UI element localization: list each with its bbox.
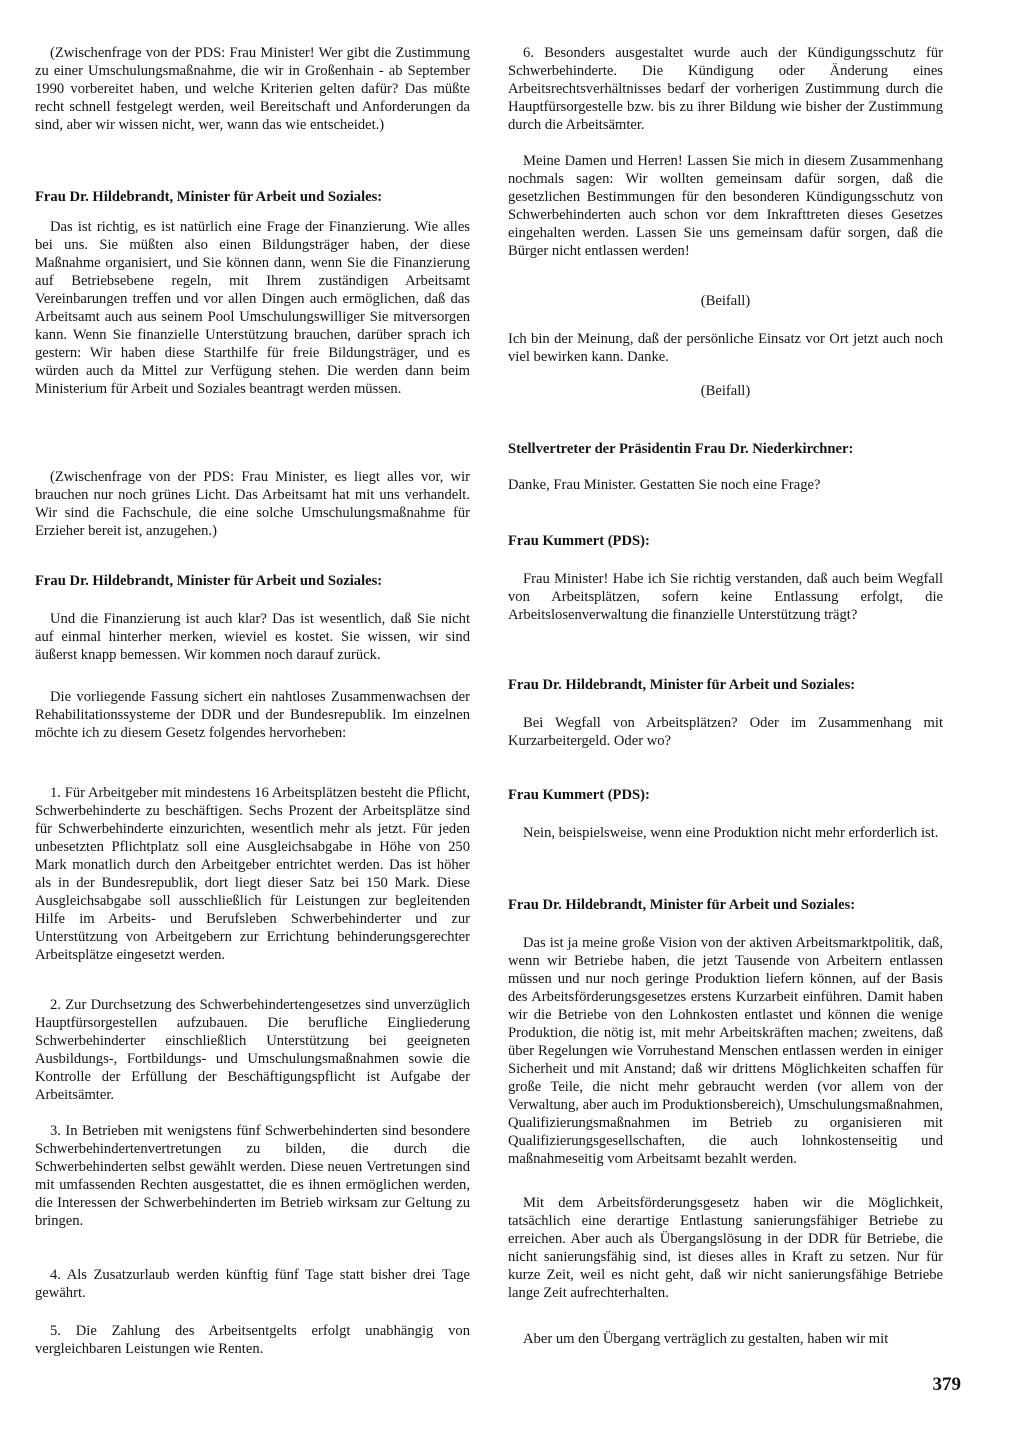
paragraph: Mit dem Arbeitsförderungsgesetz haben wir die Möglichkeit, tatsächlich eine derartige Entlastung sanierungsfähiger Betriebe zu erreichen. Aber auch als Übergangslösung in der DDR für Betriebe, die nicht sanierungsfähig sind, ist dieses alles in Kraft zu setzen. Nur für kurze Zeit, weil es nicht geht, daß wir nicht sanierungsfähige Betriebe lange Zeit aufrechterhalten. xyxy=(508,1195,943,1301)
paragraph: Meine Damen und Herren! Lassen Sie mich in diesem Zusammenhang nochmals sagen: Wir wollten gemeinsam dafür sorgen, daß die gesetzlichen Bestimmungen für den besonderen Kündigungsschutz von Schwerbehinderten auch schon vor dem Inkrafttreten dieses Gesetzes eingehalten werden. Lassen Sie uns gemeinsam dafür sorgen, daß die Bürger nicht entlassen werden! xyxy=(508,153,943,259)
speaker-heading: Frau Dr. Hildebrandt, Minister für Arbeit und Soziales: xyxy=(508,677,856,693)
paragraph: Die vorliegende Fassung sichert ein nahtloses Zusammenwachsen der Rehabilitationssysteme der DDR und der Bundesrepublik. Im einzelnen möchte ich zu diesem Gesetz folgendes hervorheben: xyxy=(35,689,470,741)
paragraph: Danke, Frau Minister. Gestatten Sie noch eine Frage? xyxy=(508,477,821,493)
paragraph: Und die Finanzierung ist auch klar? Das ist wesentlich, daß Sie nicht auf einmal hinterher merken, wieviel es kostet. Sie wissen, wir sind äußerst knapp bemessen. Wir kommen noch darauf zurück. xyxy=(35,611,470,663)
paragraph: Frau Minister! Habe ich Sie richtig verstanden, daß auch beim Wegfall von Arbeitsplätzen, sofern keine Entlassung erfolgt, die Arbeitslosenverwaltung die finanzielle Unterstützung trägt? xyxy=(508,571,943,623)
applause-note: (Beifall) xyxy=(700,293,751,309)
applause-note: (Beifall) xyxy=(700,383,751,399)
paragraph: (Zwischenfrage von der PDS: Frau Minister! Wer gibt die Zustimmung zu einer Umschulungsmaßnahme, die wir in Großenhain - ab September 1990 vorbereitet haben, und welche Kriterien gelten dafür? Das müßte recht schnell festgelegt werden, weil Bereitschaft und Anforderungen da sind, aber wir wissen nicht, wer, wann das wie entscheidet.) xyxy=(35,45,470,133)
speaker-heading: Frau Dr. Hildebrandt, Minister für Arbeit und Soziales: xyxy=(35,189,383,205)
paragraph: (Zwischenfrage von der PDS: Frau Minister, es liegt alles vor, wir brauchen nur noch grünes Licht. Das Arbeitsamt hat mit uns verhandelt. Wir sind die Fachschule, die eine solche Umschulungsmaßnahme für Erzieher bereit ist, anzugehen.) xyxy=(35,469,470,539)
page-number: 379 xyxy=(932,1374,961,1395)
paragraph: Aber um den Übergang verträglich zu gestalten, haben wir mit xyxy=(523,1331,889,1347)
paragraph: 2. Zur Durchsetzung des Schwerbehindertengesetzes sind unverzüglich Hauptfürsorgestellen aufzubauen. Die berufliche Eingliederung Schwerbehinderter einschließlich Unterstützung bei geeigneten Ausbildungs-, Fortbildungs- und Umschulungsmaßnahmen sowie die Kontrolle der Erfüllung der Beschäftigungspflicht ist Aufgabe der Arbeitsämter. xyxy=(35,997,470,1103)
speaker-heading: Frau Dr. Hildebrandt, Minister für Arbeit und Soziales: xyxy=(35,573,383,589)
paragraph: Das ist richtig, es ist natürlich eine Frage der Finanzierung. Wie alles bei uns. Sie müßten also einen Bildungsträger haben, der diese Maßnahme organisiert, und Sie können dann, wenn Sie die Finanzierung auf Betriebsebene regeln, mit Ihrem zuständigen Arbeitsamt Vereinbarungen treffen und vor allen Dingen auch ermöglichen, daß das Arbeitsamt auch aus seinem Pool Umschulungswilliger Sie mitversorgen kann. Wenn Sie finanzielle Unterstützung brauchen, darüber sprach ich gestern: Wir haben diese Starthilfe für freie Bildungsträger, und es würden auch da Mittel zur Verfügung stehen. Die werden dann beim Ministerium für Arbeit und Soziales beantragt werden müssen. xyxy=(35,219,470,397)
paragraph: Nein, beispielsweise, wenn eine Produktion nicht mehr erforderlich ist. xyxy=(523,825,939,841)
paragraph: Ich bin der Meinung, daß der persönliche Einsatz vor Ort jetzt auch noch viel bewirken kann. Danke. xyxy=(508,331,943,365)
paragraph: Das ist ja meine große Vision von der aktiven Arbeitsmarktpolitik, daß, wenn wir Betriebe haben, die jetzt Tausende von Arbeitern entlassen müssen und nur noch geringe Produktion liefern können, auf der Basis des Arbeitsförderungsgesetzes erstens Kurzarbeit einführen. Damit haben wir die Betriebe von den Lohnkosten entlastet und können die wenige Produktion, die nötig ist, mit mehr Arbeitskräften machen; zweitens, daß über Regelungen wie Vorruhestand Menschen entlassen werden in einiger Sicherheit und mit Anstand; daß wir drittens Möglichkeiten schaffen für große Teile, die nicht mehr gebraucht werden (vor allem von der Verwaltung, aber auch im Produktionsbereich), Umschulungsmaßnahmen, Qualifizierungsmaßnahmen im Betrieb zu organisieren mit Qualifizierungsgesellschaften, die auch lohnkostenseitig und maßnahmeseitig vom Arbeitsamt bezahlt werden. xyxy=(508,935,943,1167)
speaker-heading: Frau Kummert (PDS): xyxy=(508,533,650,549)
paragraph: 4. Als Zusatzurlaub werden künftig fünf Tage statt bisher drei Tage gewährt. xyxy=(35,1267,470,1301)
speaker-heading: Frau Dr. Hildebrandt, Minister für Arbeit und Soziales: xyxy=(508,897,856,913)
paragraph: Bei Wegfall von Arbeitsplätzen? Oder im Zusammenhang mit Kurzarbeitergeld. Oder wo? xyxy=(508,715,943,749)
speaker-heading: Frau Kummert (PDS): xyxy=(508,787,650,803)
paragraph: 3. In Betrieben mit wenigstens fünf Schwerbehinderten sind besondere Schwerbehindertenvertretungen zu bilden, die durch die Schwerbehinderten selbst gewählt werden. Diese neuen Vertretungen sind mit umfassenden Rechten ausgestattet, die es ihnen ermöglichen werden, die Interessen der Schwerbehinderten im Betrieb wirksam zur Geltung zu bringen. xyxy=(35,1123,470,1229)
paragraph: 5. Die Zahlung des Arbeitsentgelts erfolgt unabhängig von vergleichbaren Leistungen wie Renten. xyxy=(35,1323,470,1357)
paragraph: 1. Für Arbeitgeber mit mindestens 16 Arbeitsplätzen besteht die Pflicht, Schwerbehinderte zu beschäftigen. Sechs Prozent der Arbeitsplätze sind für Schwerbehinderte einzurichten, wesentlich mehr als jetzt. Für jeden unbesetzten Pflichtplatz soll eine Ausgleichsabgabe in Höhe von 250 Mark monatlich durch den Arbeitgeber entrichtet werden. Das ist höher als in der Bundesrepublik, dort liegt dieser Satz bei 150 Mark. Diese Ausgleichsabgabe soll ausschließlich für Leistungen zur begleitenden Hilfe im Arbeits- und Berufsleben Schwerbehinderter und zur Unterstützung von Arbeitgebern zur Errichtung behinderungsgerechter Arbeitsplätze eingesetzt werden. xyxy=(35,785,470,963)
speaker-heading: Stellvertreter der Präsidentin Frau Dr. Niederkirchner: xyxy=(508,441,854,457)
paragraph: 6. Besonders ausgestaltet wurde auch der Kündigungsschutz für Schwerbehinderte. Die Kündigung oder Änderung eines Arbeitsrechtsverhältnisses bedarf der vorherigen Zustimmung durch die Hauptfürsorgestelle bzw. bis zu ihrer Bildung wie bisher der Zustimmung durch die Arbeitsämter. xyxy=(508,45,943,133)
